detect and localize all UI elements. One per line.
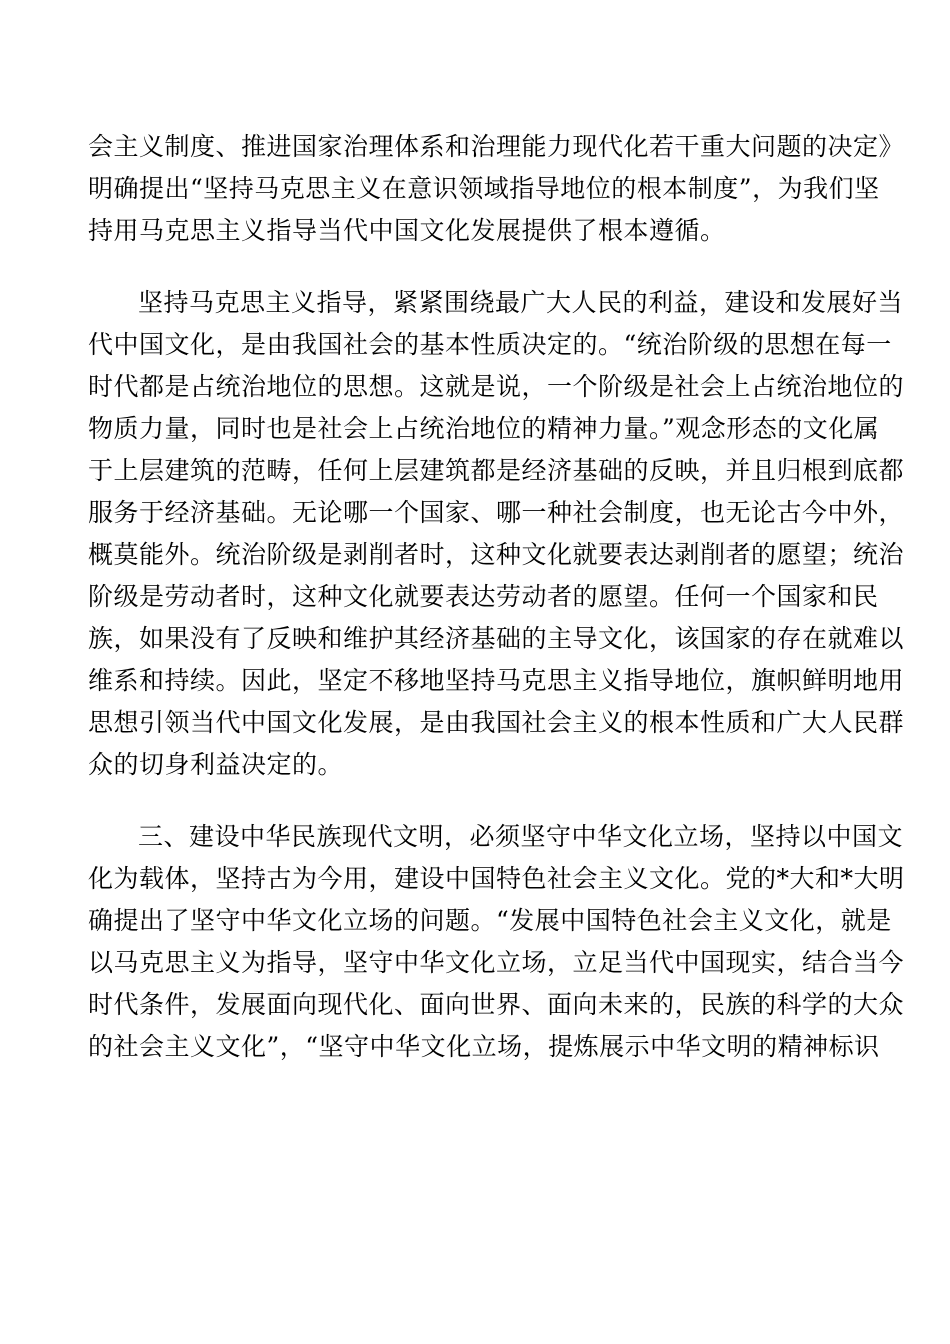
text-line: 服务于经济基础。无论哪一个国家、哪一种社会制度，也无论古今中外， [88, 498, 905, 527]
text-line: 物质力量，同时也是社会上占统治地位的精神力量。”观念形态的文化属 [88, 414, 880, 443]
text-line: 概莫能外。统治阶级是剥削者时，这种文化就要表达剥削者的愿望；统治 [88, 540, 905, 569]
text-line: 会主义制度、推进国家治理体系和治理能力现代化若干重大问题的决定》 [88, 132, 905, 161]
text-line: 众的切身利益决定的。 [88, 750, 344, 779]
body-text [88, 126, 905, 1068]
text-line: 于上层建筑的范畴，任何上层建筑都是经济基础的反映，并且归根到底都 [88, 456, 905, 485]
text-line: 以马克思主义为指导，坚守中华文化立场，立足当代中国现实，结合当今 [88, 948, 905, 977]
paragraph-spacer [88, 252, 864, 282]
text-line: 坚持马克思主义指导，紧紧围绕最广大人民的利益，建设和发展好当 [138, 288, 904, 317]
text-line: 的社会主义文化”，“坚守中华文化立场，提炼展示中华文明的精神标识 [88, 1032, 880, 1061]
text-line: 族，如果没有了反映和维护其经济基础的主导文化，该国家的存在就难以 [88, 624, 905, 653]
text-line: 三、建设中华民族现代文明，必须坚守中华文化立场，坚持以中国文 [138, 822, 904, 851]
paragraph-2 [88, 282, 905, 786]
text-line: 思想引领当代中国文化发展，是由我国社会主义的根本性质和广大人民群 [88, 708, 905, 737]
text-line: 确提出了坚守中华文化立场的问题。“发展中国特色社会主义文化，就是 [88, 906, 892, 935]
paragraph-spacer [88, 786, 864, 816]
text-line: 维系和持续。因此，坚定不移地坚持马克思主义指导地位，旗帜鲜明地用 [88, 666, 905, 695]
text-line: 持用马克思主义指导当代中国文化发展提供了根本遵循。 [88, 216, 726, 245]
text-line: 阶级是劳动者时，这种文化就要表达劳动者的愿望。任何一个国家和民 [88, 582, 879, 611]
text-line: 时代都是占统治地位的思想。这就是说，一个阶级是社会上占统治地位的 [88, 372, 905, 401]
text-line: 化为载体，坚持古为今用，建设中国特色社会主义文化。党的*大和*大明 [88, 864, 905, 893]
text-line: 明确提出“坚持马克思主义在意识领域指导地位的根本制度”，为我们坚 [88, 174, 880, 203]
text-line: 代中国文化，是由我国社会的基本性质决定的。“统治阶级的思想在每一 [88, 330, 892, 359]
paragraph-3 [88, 816, 905, 1068]
text-line: 时代条件，发展面向现代化、面向世界、面向未来的，民族的科学的大众 [88, 990, 905, 1019]
paragraph-1 [88, 126, 905, 252]
